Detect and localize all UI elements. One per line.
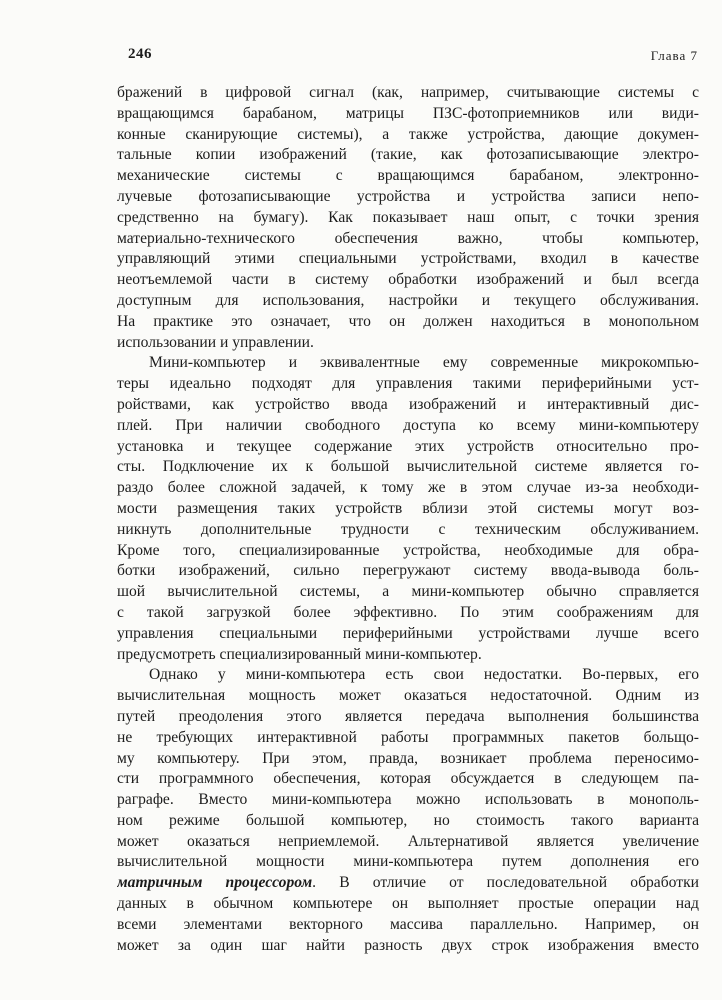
text-line xyxy=(117,873,699,894)
text-line: средственно на бумагу). Как показывает наш опыт, с точки зрения xyxy=(117,208,699,226)
page-number: 246 xyxy=(128,46,152,62)
text-line: Мини-компьютер и эквивалентные ему современные микрокомпью- xyxy=(149,354,699,372)
text-line: тальные копии изображений (такие, как фотозаписывающие электро- xyxy=(117,146,699,164)
text-line: доступным для использования, настройки и текущего обслуживания. xyxy=(117,291,699,309)
text-line: управляющий этими специальными устройствами, входил в качестве xyxy=(117,250,699,268)
text-line: может за один шаг найти разность двух строк изображения вместо xyxy=(117,936,699,954)
text-line: вращающимся барабаном, матрицы ПЗС-фотоприемников или види- xyxy=(117,104,699,122)
text-line: установка и текущее содержание этих устройств относительно про- xyxy=(117,437,699,455)
text-line: предусмотреть специализированный мини-компьютер. xyxy=(117,645,482,663)
text-line: раздо более сложной задачей, к тому же в этом случае из-за необходи- xyxy=(117,479,699,497)
text-line: вычислительная мощность может оказаться недостаточной. Одним из xyxy=(117,687,699,705)
text-line: раграфе. Вместо мини-компьютера можно использовать в монополь- xyxy=(117,791,699,809)
text-line: лучевые фотозаписывающие устройства и устройства записи непо- xyxy=(117,187,699,205)
text-line: ботки изображений, сильно перегружают систему ввода-вывода боль- xyxy=(117,562,699,580)
text-line: может оказаться неприемлемой. Альтернативой является увеличение xyxy=(117,832,699,850)
text-line: вычислительной мощности мини-компьютера путем дополнения его xyxy=(117,853,699,871)
text-line: неотъемлемой части в систему обработки изображений и был всегда xyxy=(117,271,699,289)
text-line: мости размещения таких устройств вблизи этой системы могут воз- xyxy=(117,499,699,517)
text-line: с такой загрузкой более эффективно. По этим соображениям для xyxy=(117,603,699,621)
text-line: ном режиме большой компьютер, но стоимость такого варианта xyxy=(117,811,699,829)
text-line: му компьютеру. При этом, правда, возникает проблема переносимо- xyxy=(117,749,699,767)
text-line: управления специальными периферийными устройствами лучше всего xyxy=(117,624,699,642)
text-line: бражений в цифровой сигнал (как, например, считывающие системы с xyxy=(117,84,699,101)
text-line: использовании и управлении. xyxy=(117,333,314,351)
text-line: конные сканирующие системы), а также устройства, дающие докумен- xyxy=(117,125,699,143)
text-line-rest: . В отличие от последовательной обработки xyxy=(312,874,699,892)
text-line: не требующих интерактивной работы программных пакетов больщо- xyxy=(117,728,699,746)
text-line: механические системы с вращающимся барабаном, электронно- xyxy=(117,167,699,185)
text-line: сти программного обеспечения, которая обсуждается в следующем па- xyxy=(117,770,699,788)
text-line: никнуть дополнительные трудности с техническим обслуживанием. xyxy=(117,520,699,538)
text-line: путей преодоления этого является передача выполнения большинства xyxy=(117,707,699,725)
text-line: На практике это означает, что он должен находиться в монопольном xyxy=(117,312,699,330)
page-header xyxy=(128,46,698,66)
running-head: Глава 7 xyxy=(650,48,698,63)
text-line: Однако у мини-компьютера есть свои недостатки. Во-первых, его xyxy=(149,666,699,684)
text-line: Кроме того, специализированные устройства, необходимые для обра- xyxy=(117,541,699,559)
text-line: теры идеально подходят для управления такими периферийными уст- xyxy=(117,375,699,393)
body-text xyxy=(117,83,699,956)
text-line: данных в обычном компьютере он выполняет простые операции над xyxy=(117,895,699,913)
text-line: сты. Подключение их к большой вычислительной системе является го- xyxy=(117,458,699,476)
text-line: плей. При наличии свободного доступа ко всему мини-компьютеру xyxy=(117,416,699,434)
emphasized-term: матричным процессором xyxy=(117,874,313,892)
text-line: материально-технического обеспечения важно, чтобы компьютер, xyxy=(117,229,699,247)
text-line: шой вычислительной системы, а мини-компьютер обычно справляется xyxy=(117,583,699,601)
text-line: всеми элементами векторного массива параллельно. Например, он xyxy=(117,915,699,933)
text-line: ройствами, как устройство ввода изображений и интерактивный дис- xyxy=(117,395,699,413)
